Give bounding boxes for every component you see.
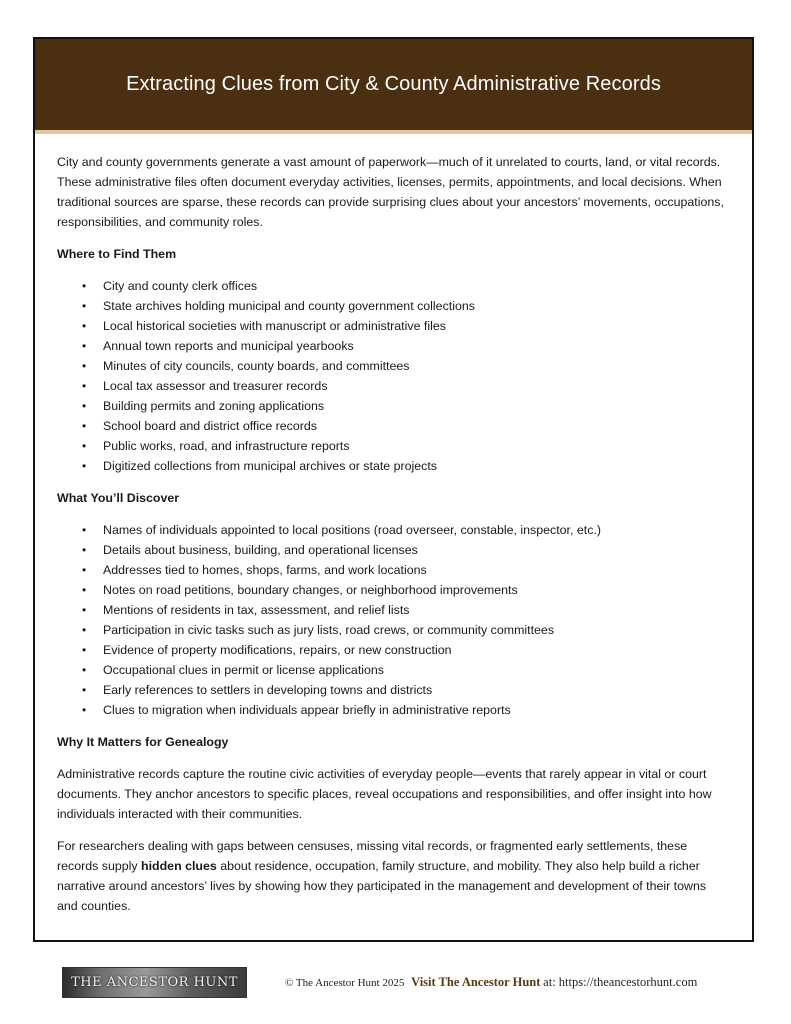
list-item: • Clues to migration when individuals appear briefly in administrative reports (103, 700, 730, 720)
list-item: • Annual town reports and municipal yearbooks (103, 336, 730, 356)
list-item: • Local historical societies with manuscript or administrative files (103, 316, 730, 336)
page-frame (33, 37, 754, 942)
why-heading: Why It Matters for Genealogy (57, 735, 229, 749)
footer (62, 967, 742, 997)
list-item: • State archives holding municipal and county government collections (103, 296, 730, 316)
discover-heading: What You’ll Discover (57, 491, 180, 505)
list-item: • Public works, road, and infrastructure reports (103, 436, 730, 456)
footer-credit (285, 975, 697, 990)
logo-text: THE ANCESTOR HUNT (71, 974, 238, 990)
list-item: • Occupational clues in permit or license applications (103, 660, 730, 680)
why-paragraph-2-end: about residence, occupation, family structure, and mobility. They also help build a richer narrative around ancestors’ lives by showing how they participated in the management and development of their towns and counties. (57, 859, 707, 913)
ancestor-hunt-logo (62, 967, 247, 998)
list-item: • School board and district office records (103, 416, 730, 436)
list-item: • Minutes of city councils, county boards, and committees (103, 356, 730, 376)
list-item: • Digitized collections from municipal archives or state projects (103, 456, 730, 476)
page-title: Extracting Clues from City & County Administrative Records (126, 73, 661, 95)
visit-link[interactable]: Visit The Ancestor Hunt (411, 974, 541, 989)
intro-paragraph: City and county governments generate a vast amount of paperwork—much of it unrelated to courts, land, or vital records. These administrative files often document everyday activities, licenses, permits, appointments, and local decisions. When traditional sources are sparse, these records can provide surprising clues about your ancestors’ movements, occupations, responsibilities, and community roles. (57, 155, 724, 229)
list-item: • Mentions of residents in tax, assessment, and relief lists (103, 600, 730, 620)
list-item: • Addresses tied to homes, shops, farms, and work locations (103, 560, 730, 580)
article-body (35, 134, 752, 916)
list-item: • Evidence of property modifications, repairs, or new construction (103, 640, 730, 660)
list-item: • Notes on road petitions, boundary changes, or neighborhood improvements (103, 580, 730, 600)
why-paragraph-2-start: For researchers dealing with gaps between censuses, missing vital records, or fragmented early settlements, these records supply (57, 839, 688, 873)
where-heading: Where to Find Them (57, 247, 177, 261)
list-item: • Names of individuals appointed to local positions (road overseer, constable, inspector, etc.) (103, 520, 730, 540)
why-paragraph-1: Administrative records capture the routine civic activities of everyday people—events that rarely appear in vital or court documents. They anchor ancestors to specific places, reveal occupations and responsibilities, and offer insight into how individuals interacted with their communities. (57, 767, 712, 821)
copyright-text: © The Ancestor Hunt 2025 (285, 976, 405, 989)
title-banner (35, 39, 752, 134)
list-item: • Building permits and zoning applications (103, 396, 730, 416)
list-item: • Details about business, building, and operational licenses (103, 540, 730, 560)
list-item: • Early references to settlers in developing towns and districts (103, 680, 730, 700)
list-item: • City and county clerk offices (103, 276, 730, 296)
list-item: • Local tax assessor and treasurer records (103, 376, 730, 396)
where-list (57, 276, 730, 476)
hidden-clues-emphasis: hidden clues (141, 859, 217, 873)
site-url[interactable]: at: https://theancestorhunt.com (543, 974, 698, 989)
discover-list (57, 520, 730, 720)
list-item: • Participation in civic tasks such as jury lists, road crews, or community committees (103, 620, 730, 640)
why-paragraph-2 (57, 836, 730, 916)
